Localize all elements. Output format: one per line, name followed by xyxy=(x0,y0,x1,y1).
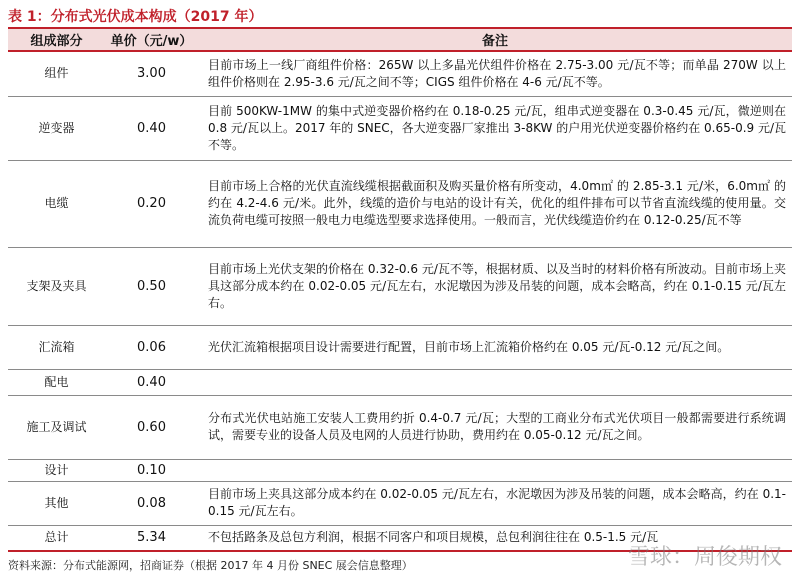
row-price: 0.10 xyxy=(105,459,198,481)
row-note: 目前市场上夹具这部分成本约在 0.02-0.05 元/瓦左右，水泥墩因为涉及吊装的问题，成本会略高，约在 0.1-0.15 元/瓦左右。 xyxy=(198,481,792,525)
row-price: 3.00 xyxy=(105,51,198,96)
row-name: 逆变器 xyxy=(8,96,105,160)
row-name: 电缆 xyxy=(8,160,105,247)
watermark: 雪球：周俊期权 xyxy=(627,545,782,570)
row-note: 目前市场上一线厂商组件价格：265W 以上多晶光伏组件价格在 2.75-3.00 元/瓦不等；而单晶 270W 以上组件价格则在 2.95-3.6 元/瓦之间不等；CIGS 组件价格在 4-6 元/瓦不等。 xyxy=(198,51,792,96)
row-name: 设计 xyxy=(8,459,105,481)
row-price: 0.40 xyxy=(105,96,198,160)
row-note: 不包括路条及总包方利润，根据不同客户和项目规模，总包利润往往在 0.5-1.5 元/瓦 xyxy=(198,525,792,551)
table-row xyxy=(8,325,792,369)
row-price: 0.08 xyxy=(105,481,198,525)
header-component: 组成部分 xyxy=(8,28,105,51)
header-remarks: 备注 xyxy=(198,28,792,51)
cost-table-container xyxy=(8,27,792,552)
table-row xyxy=(8,459,792,481)
row-note: 目前市场上光伏支架的价格在 0.32-0.6 元/瓦不等，根据材质、以及当时的材料价格有所波动。目前市场上夹具这部分成本约在 0.02-0.05 元/瓦左右，水泥墩因为涉及吊装的问题，成本会略高，约在 0.1-0.15 元/瓦左右。 xyxy=(198,247,792,325)
row-price: 0.20 xyxy=(105,160,198,247)
row-name: 支架及夹具 xyxy=(8,247,105,325)
row-note: 目前市场上合格的光伏直流线缆根据截面积及购买量价格有所变动，4.0m㎡ 的 2.85-3.1 元/米，6.0m㎡ 的约在 4.2-4.6 元/米。此外，线缆的造价与电站的设计有关，优化的组件排布可以节省直流线缆的使用量。交流负荷电缆可按照一般电力电缆选型要求选择使用。一般而言，光伏线缆造价约在 0.12-0.25/瓦不等 xyxy=(198,160,792,247)
row-note: 光伏汇流箱根据项目设计需要进行配置，目前市场上汇流箱价格约在 0.05 元/瓦-0.12 元/瓦之间。 xyxy=(198,325,792,369)
row-name: 汇流箱 xyxy=(8,325,105,369)
row-price: 5.34 xyxy=(105,525,198,551)
table-row xyxy=(8,481,792,525)
row-price: 0.06 xyxy=(105,325,198,369)
row-note xyxy=(198,459,792,481)
table-title: 表 1：分布式光伏成本构成（2017 年） xyxy=(8,9,263,25)
table-row xyxy=(8,395,792,459)
row-price: 0.50 xyxy=(105,247,198,325)
row-note: 分布式光伏电站施工安装人工费用约折 0.4-0.7 元/瓦；大型的工商业分布式光伏项目一般都需要进行系统调试，需要专业的设备人员及电网的人员进行协助，费用约在 0.05-0.12 元/瓦之间。 xyxy=(198,395,792,459)
row-name: 配电 xyxy=(8,369,105,395)
table-row xyxy=(8,247,792,325)
row-name: 总计 xyxy=(8,525,105,551)
table-header-row xyxy=(8,28,792,51)
table-row xyxy=(8,96,792,160)
source-note: 资料来源：分布式能源网，招商证券（根据 2017 年 4 月份 SNEC 展会信息整理） xyxy=(8,559,413,572)
row-price: 0.60 xyxy=(105,395,198,459)
row-name: 施工及调试 xyxy=(8,395,105,459)
table-row xyxy=(8,369,792,395)
table-row xyxy=(8,51,792,96)
row-note xyxy=(198,369,792,395)
header-unit-price: 单价（元/w） xyxy=(105,28,198,51)
cost-table xyxy=(8,27,792,552)
table-row xyxy=(8,160,792,247)
row-price: 0.40 xyxy=(105,369,198,395)
row-name: 其他 xyxy=(8,481,105,525)
row-note: 目前 500KW-1MW 的集中式逆变器价格约在 0.18-0.25 元/瓦，组串式逆变器在 0.3-0.45 元/瓦，微逆则在 0.8 元/瓦以上。2017 年的 SNEC，各大逆变器厂家推出 3-8KW 的户用光伏逆变器价格约在 0.65-0.9 元/瓦不等。 xyxy=(198,96,792,160)
row-name: 组件 xyxy=(8,51,105,96)
